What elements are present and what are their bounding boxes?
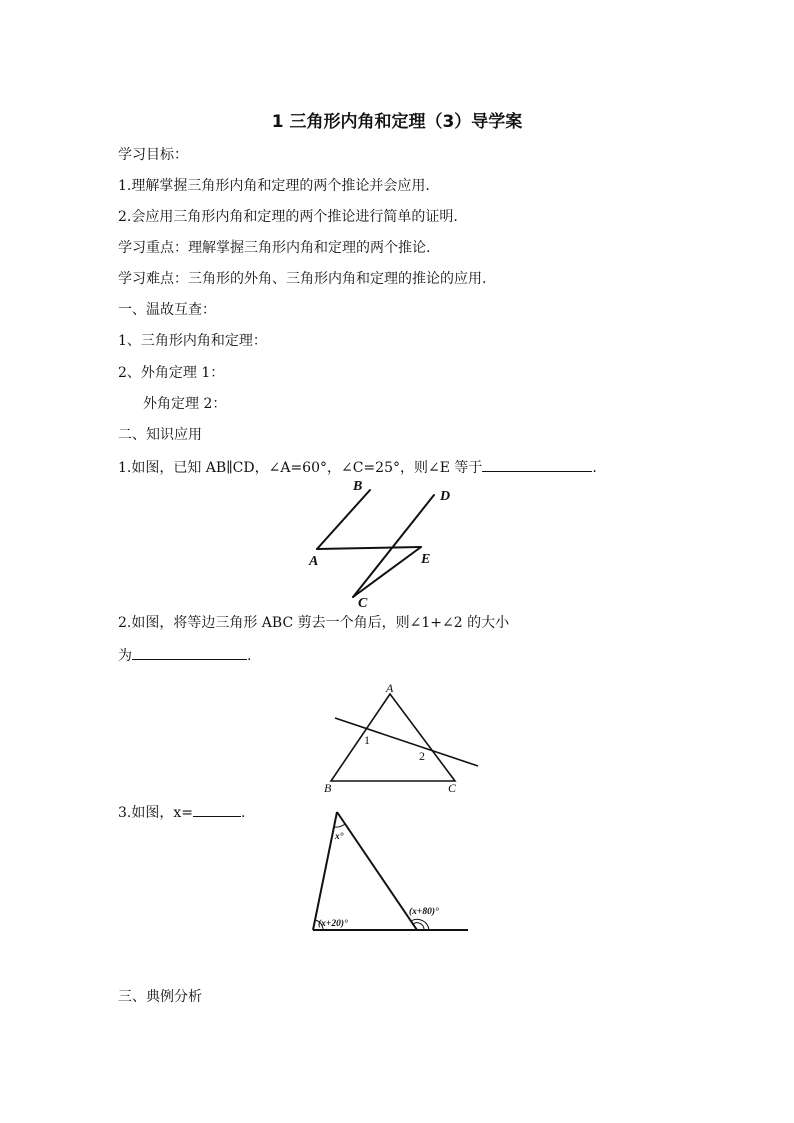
right-side <box>337 812 417 930</box>
section-examples-heading: 三、典例分析 <box>118 989 202 1005</box>
label-b: B <box>353 479 363 494</box>
question-3-text: 3.如图，x= <box>118 805 193 821</box>
angle-2-label: 2 <box>419 749 425 763</box>
angle-1-label: 1 <box>364 733 370 747</box>
figure-parallel-lines <box>300 476 470 611</box>
question-1-answer-blank[interactable] <box>482 457 592 472</box>
angle-x-label: x° <box>335 832 344 842</box>
exterior-angle-label: (x+80)° <box>409 907 439 917</box>
section-review-heading: 一、温故互查： <box>118 302 216 318</box>
question-3-answer-blank[interactable] <box>193 802 241 817</box>
cut-line <box>335 718 478 766</box>
label-e: E <box>421 552 431 567</box>
goal-2: 2.会应用三角形内角和定理的两个推论进行简单的证明. <box>118 209 458 225</box>
question-3-end: . <box>240 805 246 821</box>
figure-equilateral-triangle <box>315 680 485 798</box>
key-point: 学习重点：理解掌握三角形内角和定理的两个推论. <box>118 240 431 256</box>
page-title: 1 三角形内角和定理（3）导学案 <box>271 112 523 132</box>
question-2-answer-blank[interactable] <box>132 645 247 660</box>
goals-heading: 学习目标： <box>118 147 188 163</box>
label-b: B <box>324 781 332 795</box>
review-item-2: 2、外角定理 1： <box>118 365 225 381</box>
angle-x-arc <box>334 824 345 827</box>
question-2-end: . <box>247 648 252 664</box>
difficulty: 学习难点：三角形的外角、三角形内角和定理的推论的应用. <box>118 271 487 287</box>
segment-ae <box>317 547 421 549</box>
question-2 <box>118 645 251 665</box>
question-1 <box>118 457 597 477</box>
segment-ab <box>317 490 370 549</box>
question-1-end: . <box>592 460 597 476</box>
angle-left-label: (x+20)° <box>318 919 348 929</box>
question-2-line-a: 2.如图，将等边三角形 ABC 剪去一个角后，则∠1+∠2 的大小 <box>118 615 510 631</box>
left-side <box>313 812 337 930</box>
label-a: A <box>309 554 319 569</box>
question-3 <box>118 802 245 822</box>
figure-exterior-angle-triangle <box>305 805 475 940</box>
segment-cd <box>353 495 434 597</box>
section-application-heading: 二、知识应用 <box>118 427 202 443</box>
review-item-3: 外角定理 2： <box>143 396 227 412</box>
goal-1: 1.理解掌握三角形内角和定理的两个推论并会应用. <box>118 178 430 194</box>
review-item-1: 1、三角形内角和定理： <box>118 333 267 349</box>
label-c: C <box>448 781 457 795</box>
label-a: A <box>386 681 394 695</box>
label-c: C <box>358 596 368 611</box>
label-d: D <box>440 489 451 504</box>
question-1-text: 1.如图，已知 AB∥CD，∠A=60°，∠C=25°，则∠E 等于 <box>118 460 483 476</box>
question-2-text: 为 <box>118 648 132 664</box>
